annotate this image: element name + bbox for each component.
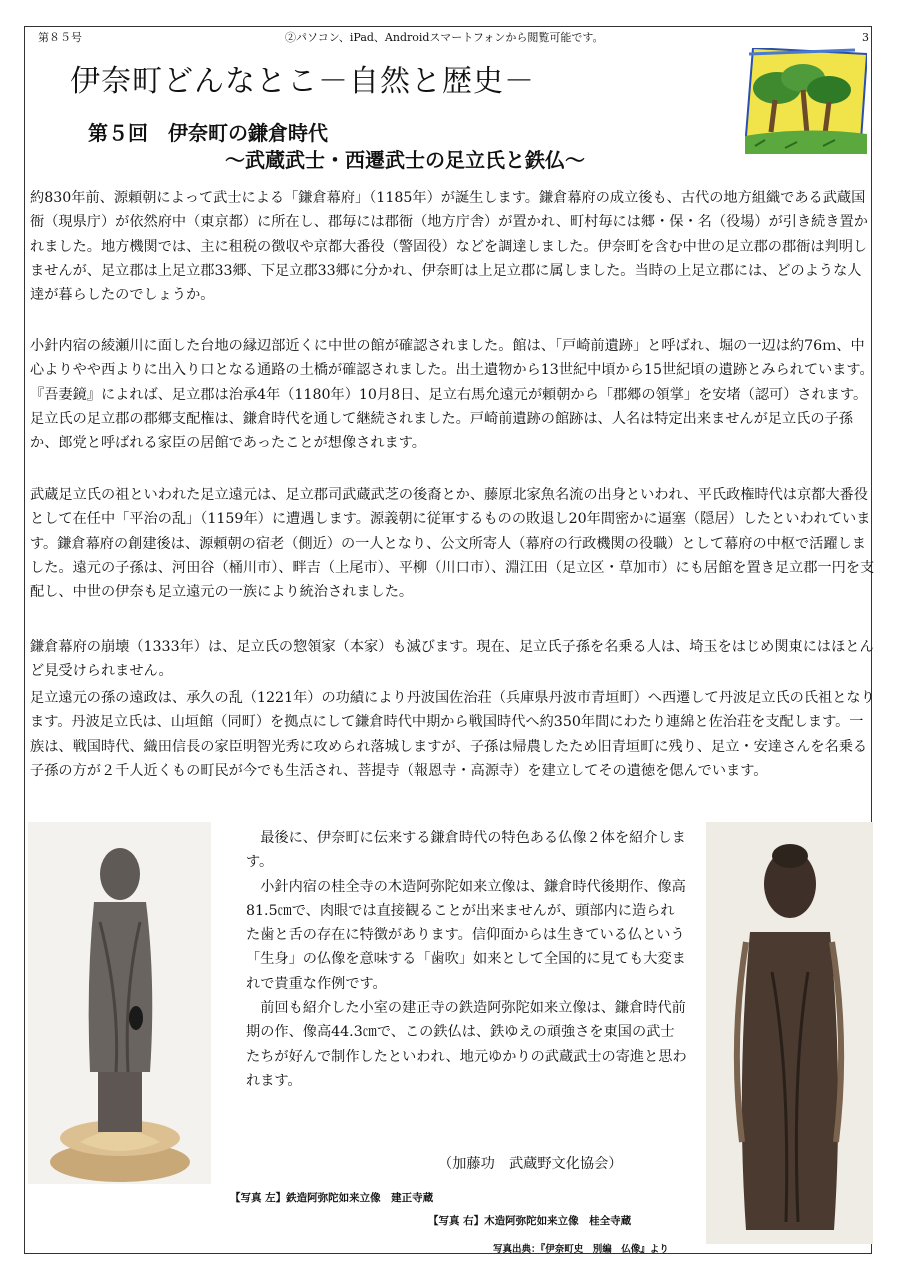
wooden-buddha-photo [706,822,873,1244]
photo-source: 写真出典：『伊奈町史 別編 仏像』より [493,1244,669,1255]
subtitle-topic: ～武蔵武士・西遷武士の足立氏と鉄仏～ [225,148,585,172]
iron-buddha-photo [28,822,211,1184]
photo-caption-right: 【写真 右】木造阿弥陀如来立像 桂全寺蔵 [428,1215,632,1227]
author-signature: （加藤功 武蔵野文化協会） [438,1156,623,1172]
page-title: 伊奈町どんなとこ－自然と歴史－ [70,64,535,99]
featured-statues-text [246,826,688,1093]
box-paragraph: 最後に、伊奈町に伝来する鎌倉時代の特色ある仏像２体を紹介します。 [246,830,686,871]
article-paragraph: 約830年前、源頼朝によって武士による「鎌倉幕府」（1185年）が誕生します。鎌倉幕府の成立後も、古代の地方組織である武蔵国衙（現県庁）が依然府中（東京都）に所在し、郡毎には郡衙（地方庁舎）が置かれ、町村毎には郷・保・名（役場）が引き続き置かれました。地方機関では、主に租税の徴収や京都大番役（警固役）などを調達しました。伊奈町を含む中世の足立郡の郡衙は判明しませんが、足立郡は上足立郡33郷、下足立郡33郷に分かれ、伊奈町は上足立郡に属しました。当時の上足立郡には、どのような人達が暮らしたのでしょうか。 [30,190,868,304]
issue-number: 第８５号 [38,31,82,44]
trees-illustration [745,48,867,154]
article-paragraph: 武蔵足立氏の祖といわれた足立遠元は、足立郡司武蔵武芝の後裔とか、藤原北家魚名流の出身といわれ、平氏政権時代は京都大番役として在任中「平治の乱」（1159年）に遭遇します。源義朝に従軍するものの敗退し20年間密かに逼塞（隠居）したといわれています。鎌倉幕府の創建後は、源頼朝の宿老（側近）の一人となり、公文所寄人（幕府の行政機関の役職）として幕府の中枢で活躍しました。遠元の子孫は、河田谷（桶川市）、畔吉（上尾市）、平柳（川口市）、淵江田（足立区・草加市）にも居館を置き足立郡一円を支配し、中世の伊奈も足立遠元の一族により統治されました。 [30,487,875,601]
header-note: ②パソコン、iPad、Androidスマートフォンから閲覧可能です。 [285,31,604,44]
article-paragraph: 小針内宿の綾瀬川に面した台地の縁辺部近くに中世の館が確認されました。館は、「戸崎前遺跡」と呼ばれ、堀の一辺は約76ｍ、中心よりやや西よりに出入り口となる通路の土橋が確認されました。出土遺物から13世紀中頃から15世紀頃の遺跡とみられています。『吾妻鏡』によれば、足立郡は治承4年（1180年）10月8日、足立右馬允遠元が頼朝から「郡郷の領掌」を安堵（認可）されます。足立氏の足立郡の郡郷支配権は、鎌倉時代を通して継続されました。戸崎前遺跡の館跡は、人名は特定出来ませんが足立氏の子孫か、郎党と呼ばれる家臣の居館であったことが想像されます。 [30,338,874,452]
box-paragraph: 小針内宿の桂全寺の木造阿弥陀如来立像は、鎌倉時代後期作、像高81.5㎝で、肉眼では直接観ることが出来ませんが、頭部内に造られた歯と舌の存在に特徴があります。信仰面からは生きている仏という「生身」の仏像を意味する「歯吹」如来として全国的に見ても大変まれで貴重な作例です。 [246,878,686,992]
page-number: 3 [862,31,869,44]
box-paragraph: 前回も紹介した小室の建正寺の鉄造阿弥陀如来立像は、鎌倉時代前期の作、像高44.3㎝で、この鉄仏は、鉄ゆえの頑強さを東国の武士たちが好んで制作したといわれ、地元ゆかりの武蔵武士の寄進と思われます。 [246,1000,687,1089]
article-paragraph: 鎌倉幕府の崩壊（1333年）は、足立氏の惣領家（本家）も滅びます。現在、足立氏子孫を名乗る人は、埼玉をはじめ関東にはほとんど見受けられません。 [30,639,874,680]
photo-caption-left: 【写真 左】鉄造阿弥陀如来立像 建正寺蔵 [230,1192,434,1204]
article-paragraph: 足立遠元の孫の遠政は、承久の乱（1221年）の功績により丹波国佐治荘（兵庫県丹波市青垣町）へ西遷して丹波足立氏の氏祖となります。丹波足立氏は、山垣館（同町）を拠点にして鎌倉時代中期から戦国時代へ約350年間にわたり連綿と佐治荘を支配します。一族は、戦国時代、織田信長の家臣明智光秀に攻められ落城しますが、子孫は帰農したため旧青垣町に残り、足立・安達さんを名乗る子孫の方が２千人近くもの町民が今でも生活され、菩提寺（報恩寺・高源寺）を建立してその遺徳を偲んでいます。 [30,690,875,779]
subtitle-series: 第５回 伊奈町の鎌倉時代 [88,121,328,145]
